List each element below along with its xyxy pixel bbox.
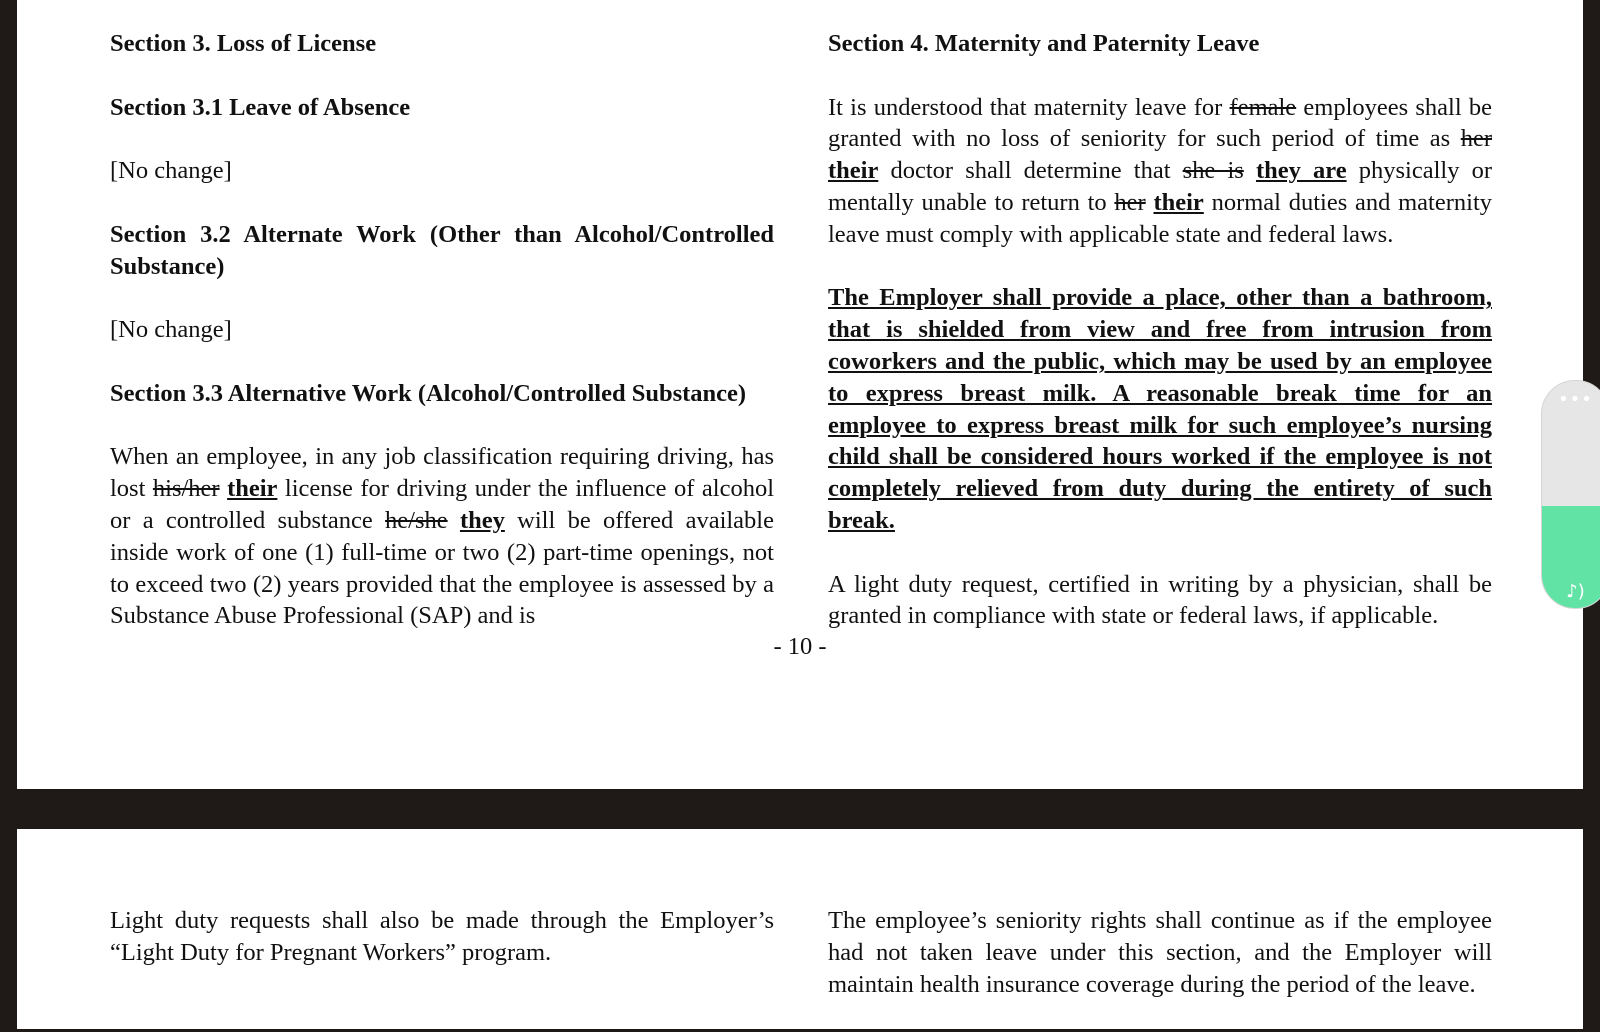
section-4-paragraph-2-inserted: The Employer shall provide a place, other than a bathroom, that is shielded from view and free from intrusion from coworkers and the public, which may be used by an employee to express breast milk. A reasonable break time for an employee to express breast milk for such employee’s nursing child shall be considered hours worked if the employee is not completely relieved from duty during the entirety of such break. [828,284,1492,534]
deleted-text: her [1114,188,1146,216]
section-4-paragraph-1: It is understood that maternity leave for female employees shall be granted with no loss of seniority for such period of time as her their doctor shall determine that she is they are physically or mentally unable to return to her their normal duties and maternity leave must comply with applicable state and federal laws. [828,93,1493,248]
section-3-1-title: Section 3.1 Leave of Absence [110,93,411,121]
seniority-paragraph: The employee’s seniority rights shall continue as if the employee had not taken leave under this section, and the Employer will maintain health insurance coverage during the period of the leave. [828,907,1492,998]
deleted-text: her [1460,125,1492,153]
section-3-3-title: Section 3.3 Alternative Work (Alcohol/Controlled Substance) [110,379,747,407]
page2-left-column [110,905,774,1000]
reading-scroll-widget[interactable] [1541,380,1600,609]
deleted-text: he/she [385,506,448,534]
section-4-paragraph-3: A light duty request, certified in writing by a physician, shall be granted in compliance with state or federal laws, if applicable. [828,570,1492,630]
audio-icon[interactable]: ♪) [1566,581,1585,602]
section-3-3-paragraph: When an employee, in any job classification requiring driving, has lost his/her their license for driving under the influence of alcohol or a controlled substance he/she they will be offered available inside work of one (1) full-time or two (2) part-time openings, not to exceed two (2) years provided that the employee is assessed by a Substance Abuse Professional (SAP) and is [110,443,774,630]
document-page-10 [17,0,1583,789]
section-3-2-title: Section 3.2 Alternate Work (Other than Alcohol/Controlled Substance) [110,220,774,280]
section-3-title: Section 3. Loss of License [110,30,377,57]
section-4-title: Section 4. Maternity and Paternity Leave [828,30,1260,57]
more-icon[interactable]: ••• [1558,389,1593,410]
inserted-text: their [227,475,278,503]
section-3-1-body: [No change] [110,157,232,185]
page2-right-column [828,905,1492,1032]
inserted-text: they are [1255,157,1347,185]
inserted-text: they [459,506,505,534]
deleted-text: she is [1182,157,1244,185]
deleted-text: his/her [152,475,220,503]
left-column [110,28,774,664]
section-3-2-body: [No change] [110,316,232,344]
document-page-11 [17,829,1583,1029]
deleted-text: female [1229,93,1297,121]
right-column [828,28,1492,664]
inserted-text: their [1153,188,1204,216]
light-duty-paragraph: Light duty requests shall also be made through the Employer’s “Light Duty for Pregnant Workers” program. [110,907,774,966]
inserted-text: their [828,157,879,185]
page-number: - 10 - [773,633,827,660]
